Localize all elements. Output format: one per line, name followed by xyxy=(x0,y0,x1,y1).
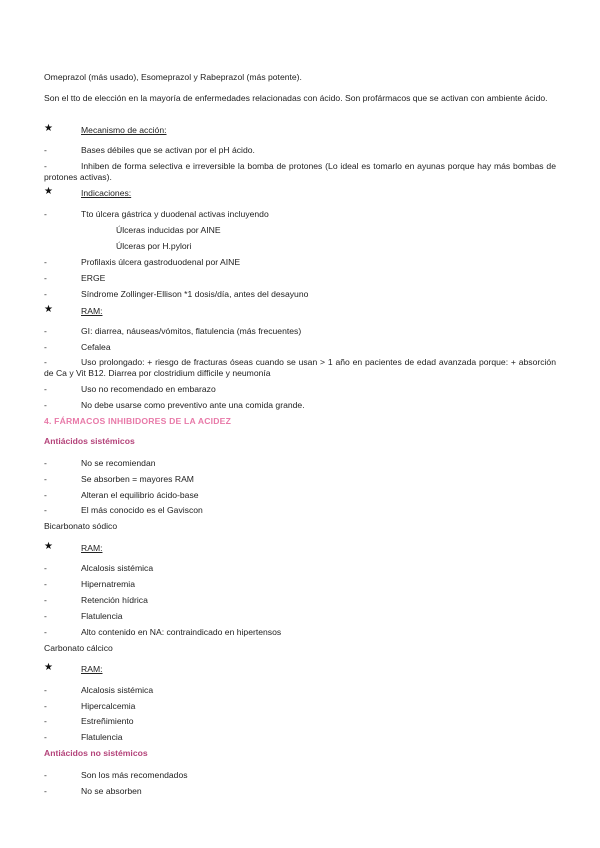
list-item-text: No se absorben xyxy=(81,786,142,796)
dash-bullet: - xyxy=(44,357,47,367)
dash-bullet: - xyxy=(44,400,47,410)
list-item-text: Estreñimiento xyxy=(81,716,134,726)
list-item-text: Bases débiles que se activan por el pH ácido. xyxy=(81,145,255,155)
list-item-text: No se recomiendan xyxy=(81,458,156,468)
dash-bullet: - xyxy=(44,716,47,726)
dash-bullet: - xyxy=(44,732,47,742)
no-sistemicos-heading: Antiácidos no sistémicos xyxy=(44,748,148,758)
intro-text: Omeprazol (más usado), Esomeprazol y Rabeprazol (más potente). xyxy=(44,72,302,82)
mecanismo-heading: Mecanismo de acción: xyxy=(81,125,167,135)
list-item xyxy=(44,357,556,379)
dash-bullet: - xyxy=(44,786,47,796)
list-item-text: Uso no recomendado en embarazo xyxy=(81,384,216,394)
sub-list-item-text: Úlceras inducidas por AINE xyxy=(116,225,221,235)
list-item-text: Flatulencia xyxy=(81,611,123,621)
dash-bullet: - xyxy=(44,342,47,352)
list-item-text: Profilaxis úlcera gastroduodenal por AINE xyxy=(81,257,241,267)
dash-bullet: - xyxy=(44,770,47,780)
sistemicos-heading: Antiácidos sistémicos xyxy=(44,436,135,446)
ram-heading: RAM: xyxy=(81,306,103,316)
list-item-text: Inhiben de forma selectiva e irreversible la bomba de protones (Lo ideal es tomarlo en ayunas porque hay más bombas de protones activas). xyxy=(44,161,556,182)
ram-heading: RAM: xyxy=(81,664,103,674)
list-item-text: ERGE xyxy=(81,273,106,283)
dash-bullet: - xyxy=(44,685,47,695)
dash-bullet: - xyxy=(44,257,47,267)
star-bullet-icon: ★ xyxy=(44,186,53,197)
dash-bullet: - xyxy=(44,563,47,573)
list-item-text: Retención hídrica xyxy=(81,595,148,605)
list-item-text: Alcalosis sistémica xyxy=(81,563,154,573)
dash-bullet: - xyxy=(44,701,47,711)
list-item-text: Síndrome Zollinger-Ellison *1 dosis/día, antes del desayuno xyxy=(81,289,309,299)
dash-bullet: - xyxy=(44,474,47,484)
list-item-text: Tto úlcera gástrica y duodenal activas incluyendo xyxy=(81,209,269,219)
dash-bullet: - xyxy=(44,595,47,605)
list-item-text: Uso prolongado: + riesgo de fracturas óseas cuando se usan > 1 año en pacientes de edad avanzada porque: + absorción de Ca y Vit B12. Diarrea por clostridium difficile y neumonía xyxy=(44,357,556,378)
dash-bullet: - xyxy=(44,611,47,621)
list-item-text: Hipercalcemia xyxy=(81,701,136,711)
list-item xyxy=(44,161,556,183)
list-item-text: El más conocido es el Gaviscon xyxy=(81,505,203,515)
dash-bullet: - xyxy=(44,273,47,283)
ram-heading: RAM: xyxy=(81,543,103,553)
dash-bullet: - xyxy=(44,384,47,394)
dash-bullet: - xyxy=(44,490,47,500)
star-bullet-icon: ★ xyxy=(44,662,53,673)
sub-list-item-text: Úlceras por H.pylori xyxy=(116,241,192,251)
bicarbonato-title: Bicarbonato sódico xyxy=(44,521,118,531)
dash-bullet: - xyxy=(44,209,47,219)
section-title: 4. FÁRMACOS INHIBIDORES DE LA ACIDEZ xyxy=(44,416,232,426)
list-item-text: Hipernatremia xyxy=(81,579,135,589)
dash-bullet: - xyxy=(44,579,47,589)
dash-bullet: - xyxy=(44,505,47,515)
list-item-text: Alteran el equilibrio ácido-base xyxy=(81,490,199,500)
dash-bullet: - xyxy=(44,161,47,171)
star-bullet-icon: ★ xyxy=(44,541,53,552)
dash-bullet: - xyxy=(44,627,47,637)
dash-bullet: - xyxy=(44,289,47,299)
carbonato-title: Carbonato cálcico xyxy=(44,643,113,653)
list-item-text: Alto contenido en NA: contraindicado en hipertensos xyxy=(81,627,282,637)
list-item-text: Flatulencia xyxy=(81,732,123,742)
list-item-text: GI: diarrea, náuseas/vómitos, flatulencia (más frecuentes) xyxy=(81,326,302,336)
dash-bullet: - xyxy=(44,326,47,336)
star-bullet-icon: ★ xyxy=(44,123,53,134)
list-item-text: Son los más recomendados xyxy=(81,770,188,780)
star-bullet-icon: ★ xyxy=(44,304,53,315)
intro-paragraph: Son el tto de elección en la mayoría de enfermedades relacionadas con ácido. Son profármacos que se activan con ambiente ácido. xyxy=(44,93,548,103)
list-item-text: Se absorben = mayores RAM xyxy=(81,474,194,484)
indicaciones-heading: Indicaciones: xyxy=(81,188,132,198)
dash-bullet: - xyxy=(44,458,47,468)
list-item-text: Cefalea xyxy=(81,342,111,352)
dash-bullet: - xyxy=(44,145,47,155)
list-item-text: No debe usarse como preventivo ante una comida grande. xyxy=(81,400,305,410)
list-item-text: Alcalosis sistémica xyxy=(81,685,154,695)
